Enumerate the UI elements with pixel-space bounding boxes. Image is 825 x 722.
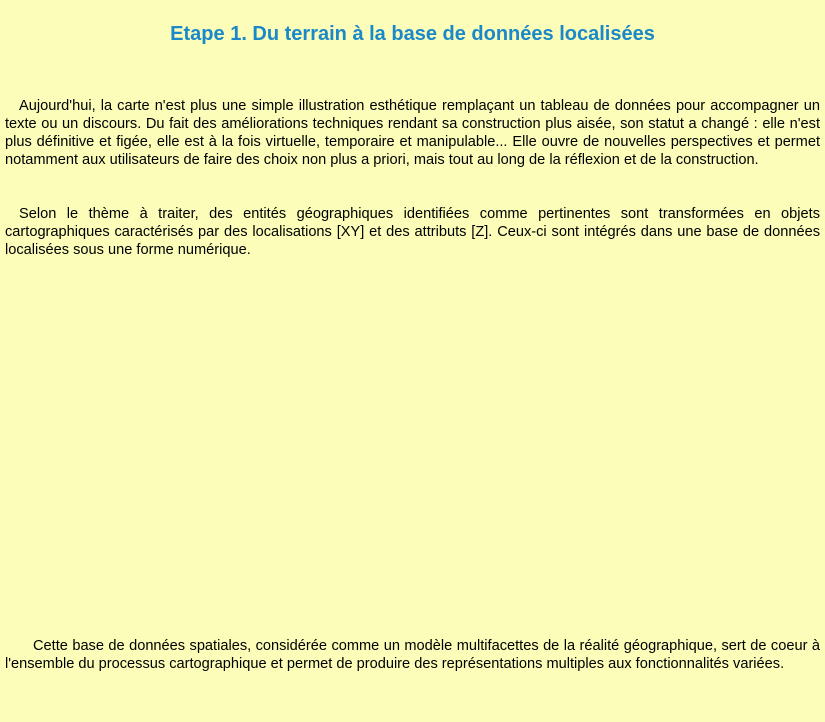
page-title: Etape 1. Du terrain à la base de données localisées [170, 23, 655, 45]
paragraph-database: Cette base de données spatiales, considérée comme un modèle multifacettes de la réalité géographique, sert de coeur à l'ensemble du processus cartographique et permet de produire des représentations multiples aux fonctionnalités variées. [5, 638, 820, 672]
paragraph-entities: Selon le thème à traiter, des entités géographiques identifiées comme pertinentes sont transformées en objets cartographiques caractérisés par des localisations [XY] et des attributs [Z]. Ceux-ci sont intégrés dans une base de données localisées sous une forme numérique. [5, 206, 820, 258]
paragraph-intro: Aujourd'hui, la carte n'est plus une simple illustration esthétique remplaçant un tableau de données pour accompagner un texte ou un discours. Du fait des améliorations techniques rendant sa construction plus aisée, son statut a changé : elle n'est plus définitive et figée, elle est à la fois virtuelle, temporaire et manipulable... Elle ouvre de nouvelles perspectives et permet notamment aux utilisateurs de faire des choix non plus a priori, mais tout au long de la réflexion et de la construction. [5, 98, 820, 168]
